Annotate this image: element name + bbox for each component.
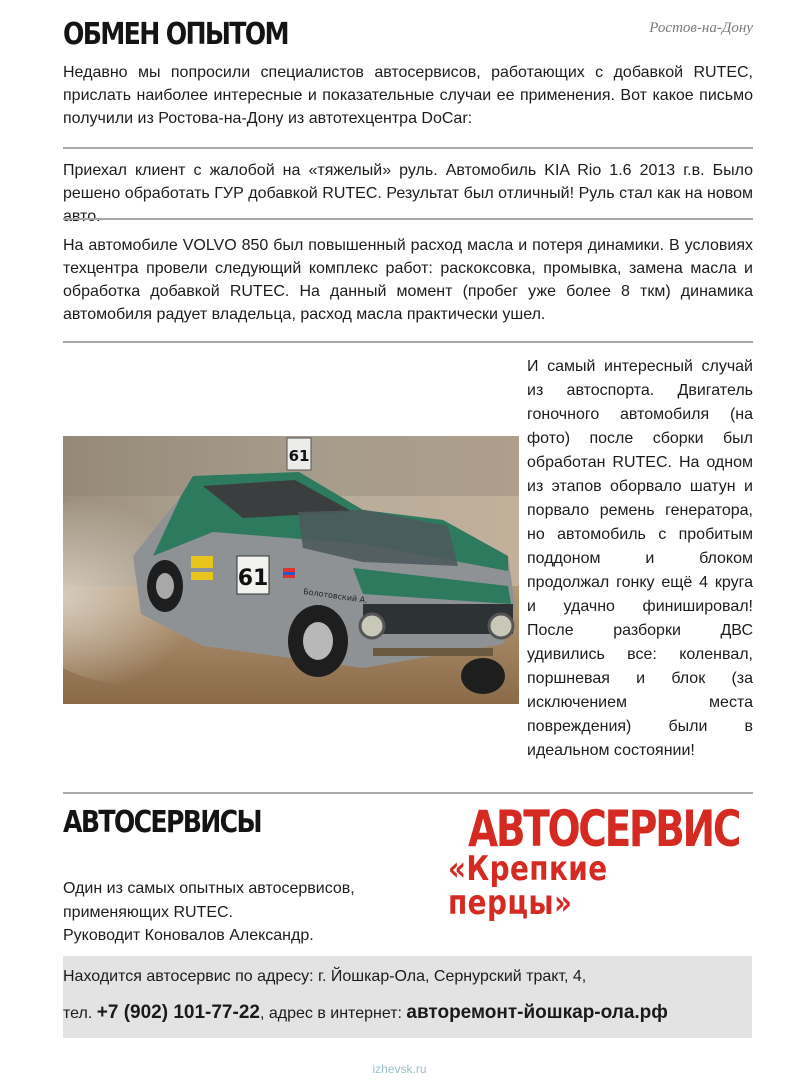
address-line: Находится автосервис по адресу: г. Йошкар-Ола, Сернурский тракт, 4,	[63, 968, 587, 985]
roof-number: 61	[288, 447, 310, 465]
divider	[63, 341, 753, 343]
service-logo-subtitle: «Крепкие перцы»	[448, 849, 608, 923]
divider	[63, 147, 753, 149]
case-kia-paragraph: Приехал клиент с жалобой на «тяжелый» руль. Автомобиль KIA Rio 1.6 2013 г.в. Было решено обработать ГУР добавкой RUTEC. Результат был отличный! Руль стал как на новом авто.	[63, 162, 753, 225]
divider	[63, 792, 753, 794]
contact-line	[63, 1002, 668, 1024]
services-title: АВТОСЕРВИСЫ	[63, 805, 261, 840]
rally-car-photo	[63, 436, 519, 704]
phone-prefix: тел.	[63, 1005, 97, 1022]
page-title: ОБМЕН ОПЫТОМ	[63, 17, 288, 52]
website-link[interactable]: авторемонт-йошкар-ола.рф	[406, 1002, 668, 1023]
intro-paragraph: Недавно мы попросили специалистов автосервисов, работающих с добавкой RUTEC, прислать наиболее интересные и показательные случаи ее применения. Вот какое письмо получили из Ростова-на-Дону из автотехцентра DoCar:	[63, 64, 753, 127]
service-description	[63, 877, 355, 948]
address-box	[63, 956, 752, 1038]
divider	[63, 218, 753, 220]
service-logo-title: АВТОСЕРВИС	[468, 800, 740, 858]
service-desc-line: Один из самых опытных автосервисов,	[63, 880, 355, 897]
case-volvo-paragraph: На автомобиле VOLVO 850 был повышенный расход масла и потеря динамики. В условиях техцентра провели следующий комплекс работ: раскоксовка, промывка, замена масла и обработка добавкой RUTEC. На данный момент (пробег уже более 8 ткм) динамика автомобиля радует владельца, расход масла практически ушел.	[63, 237, 753, 323]
phone-number[interactable]: +7 (902) 101-77-22	[96, 1002, 260, 1023]
website-prefix: , адрес в интернет:	[259, 1005, 407, 1022]
driver-name: Болотовский А.	[302, 587, 369, 606]
service-desc-line: применяющих RUTEC.	[63, 903, 233, 921]
motorsport-story: И самый интересный случай из автоспорта. Двигатель гоночного автомобиля (на фото) после сборки был обработан RUTEC. На одном из этапов оборвало шатун и порвало ремень генератора, но автомобиль с пробитым поддоном и блоком продолжал гонку ещё 4 круга и удачно финишировал! После разборки ДВС удивились все: коленвал, поршневая и блок (за исключением места повреждения) были в идеальном состоянии!	[527, 358, 753, 759]
city-label: Ростов-на-Дону	[649, 20, 753, 36]
door-number: 61	[237, 566, 269, 591]
service-desc-line: Руководит Коновалов Александр.	[63, 927, 314, 944]
watermark: izhevsk.ru	[372, 1062, 427, 1076]
